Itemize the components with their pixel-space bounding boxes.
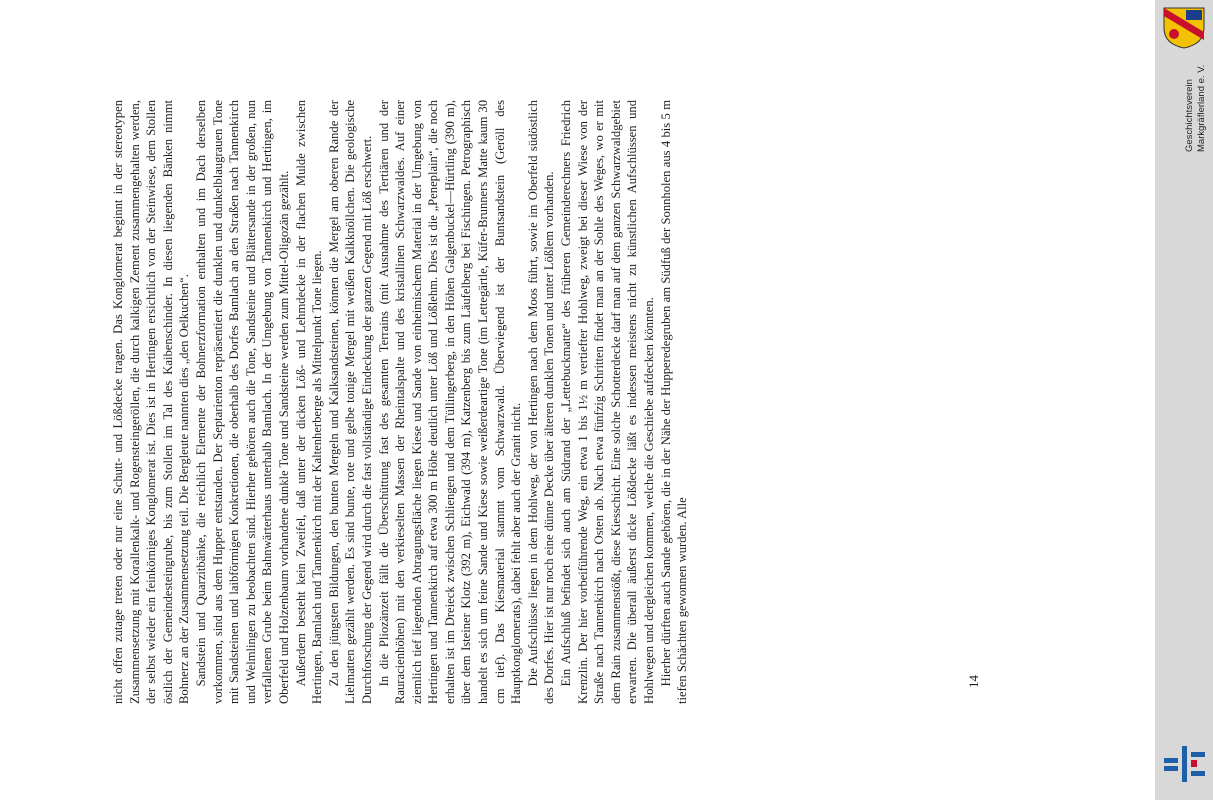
publisher-line2: Markgräflerland e. V. xyxy=(1196,64,1207,152)
body-text xyxy=(110,100,691,704)
rotated-page-content xyxy=(100,0,981,800)
paragraph: Die Aufschlüsse liegen in dem Hohlweg, der von Hertingen nach dem Moos führt, sowie im Oberfeld südöstlich des Dorfes. Hier ist nur noch eine dünne Decke über älteren dunklen Tonen und unter Lößlem vorhanden. xyxy=(525,100,557,704)
paragraph: Sandstein und Quarzitbänke, die reichlich Elemente der Bohnerzformation enthalten und im Dach derselben vorkommen, sind aus dem Hupper entstanden. Der Septarienton repräsentiert die dunklen und dunkelblaugrauen Tone mit Sandsteinen und laibförmigen Konkretionen, die oberhalb des Dorfes Bamlach an den Straßen nach Tannenkirch und Welmlingen zu beobachten sind. Hierher gehören auch die Tone, Sandsteine und Blättersande in der großen, nun verfallenen Grube beim Bahnwärterhaus unterhalb Bamlach. In der Umgebung von Tannenkirch und Hertingen, im Oberfeld und Holzenbaum vorhandene dunkle Tone und Sandsteine werden zum Mittel-Oligozän gezählt. xyxy=(193,100,291,704)
coat-of-arms-icon xyxy=(1160,6,1208,50)
paragraph: In die Pliozänzeit fällt die Überschüttung fast des gesamten Terrains (mit Ausnahme des Tertiären und der Rauracienhöhen) mit den verkieselten Massen der Rheintalspalte und des kristallinen Schwarzwaldes. Auf einer ziemlich tief liegenden Abtragungsfläche liegen Kiese und Sande von einheimischem Material in der Umgebung von Hertingen und Tannenkirch auf etwa 300 m Höhe deutlich unter Löß und Lößlehm. Dies ist die „Peneplain“, die noch erhalten ist im Dreieck zwischen Schliengen und dem Tüllingerberg, in den Höhen Galgenbuckel—Hürtling (390 m), über dem Isteiner Klotz (392 m), Eichwald (394 m), Katzenberg bis zum Läufelberg bei Fischingen. Petrographisch handelt es sich um feine Sande und Kiese sowie weißerdeartige Tone (im Lettegärtle, Küfer-Brunners Matte kaum 30 cm tief). Das Kiesmaterial stammt vom Schwarzwald. Überwiegend ist der Buntsandstein (Geröll des Hauptkonglomerats), dabei fehlt aber auch der Granit nicht. xyxy=(376,100,524,704)
sidebar xyxy=(1155,0,1213,800)
publisher-line1: Geschichtsverein xyxy=(1184,79,1195,152)
paragraph: Außerdem besteht kein Zweifel, daß unter der dicken Löß- und Lehmdecke in der flachen Mulde zwischen Hertingen, Bamlach und Tannenkirch mit der Kaltenherberge als Mittelpunkt Tone liegen. xyxy=(293,100,325,704)
paragraph: nicht offen zutage treten oder nur eine Schutt- und Lößdecke tragen. Das Konglomerat beginnt in der stereotypen Zusammensetzung mit Korallenkalk- und Rogensteingeröllen, die durch kalkigen Zement zusammengehalten werden, der selbst wieder ein feinkörniges Konglomerat ist. Dies ist in Hertingen ersichtlich von der Steinwiese, dem Stollen östlich der Gemeindesteingrube, bis zum Stollen im Tal des Kaibenschinder. In diesen liegenden Bänken nimmt Bohnerz an der Zusammensetzung teil. Die Bergleute nannten dies „den Oelkuchen“. xyxy=(111,100,192,704)
university-library-logo-icon xyxy=(1164,744,1208,784)
paragraph: Zu den jüngsten Bildungen, den bunten Mergeln und Kalksandsteinen, können die Mergel am oberen Rande der Lielmatten gezählt werden. Es sind bunte, rote und gelbe tonige Mergel mit weißen Kalkknöllchen. Die geologische Durchforschung der Gegend wird durch die fast vollständige Eindeckung der ganzen Gegend mit Löß erschwert. xyxy=(326,100,374,704)
paragraph: Ein Aufschluß befindet sich auch am Südrand der „Lettebuckmatte“ des früheren Gemeinderechners Friedrich Krenzlin. Der hier vorbeiführende Weg, ein etwa 1 bis 1½ m vertiefter Hohlweg, zweigt bei dieser Wiese von der Straße nach Tannenkirch nach Osten ab. Nach etwa fünfzig Schritten findet man an der Sohle des Weges, wo er mit dem Rain zusammenstößt, diese Kiesschicht. Eine solche Schotterdecke darf man auf dem ganzen Schwarzwaldgebiet erwarten. Die überall äußerst dicke Lößdecke läßt es indessen meistens nicht zu künstlichen Aufschlüssen und Hohlwegen und dergleichen kommen, welche die Geschiebe aufdecken könnten. xyxy=(559,100,656,704)
page-number: 14 xyxy=(966,675,981,688)
paragraph: Hierher dürften auch Sande gehören, die in der Nähe der Hupperedegruben am Südfuß der Sonnholen aus 4 bis 5 m tiefen Schächten gewonnen wurden. Alle xyxy=(658,100,690,704)
